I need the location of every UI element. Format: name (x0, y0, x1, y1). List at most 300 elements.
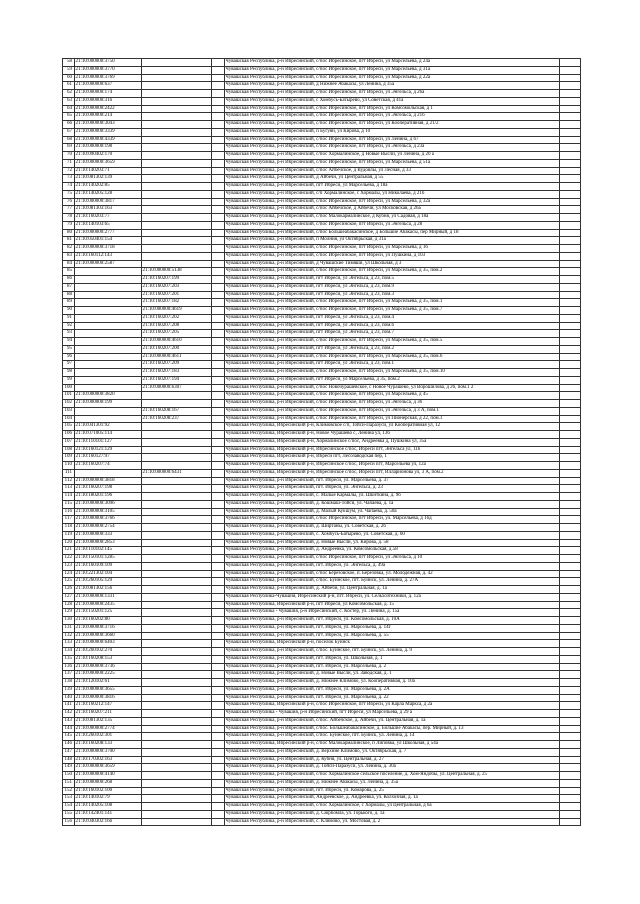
address: Чувашская Республика, р-н Ибресинский, с/пос Айбечское, д Айбечи, ул Московская, д 26а (224, 206, 560, 214)
blank-cell (560, 524, 581, 532)
address: Чувашская Республика, р-н Ибресинский, с. Климово, ул. Мостовая, д. 2 (224, 818, 560, 826)
blank-cell (560, 539, 581, 547)
table-row (63, 229, 581, 237)
blank-cell (211, 500, 224, 508)
table-row (63, 803, 581, 811)
cadastral-number-premises (141, 400, 211, 408)
blank-cell (560, 431, 581, 439)
row-number: 112 (63, 477, 75, 485)
row-number: 74 (63, 183, 75, 191)
blank-cell (560, 748, 581, 756)
cadastral-number-premises (141, 524, 211, 532)
cadastral-number-premises (141, 152, 211, 160)
cadastral-number-building: 21:10:160102:100 (74, 787, 141, 795)
cadastral-number-building: 21:10:000000:3770 (74, 66, 141, 74)
blank-cell (211, 353, 224, 361)
blank-cell (211, 159, 224, 167)
table-row (63, 617, 581, 625)
blank-cell (560, 392, 581, 400)
table-row (63, 128, 581, 136)
blank-cell (211, 601, 224, 609)
address: Чувашская Республика, р-н Ибресинский, с/пос Ибресинское, пгт Ибреси, ул Марсельева, д 35, пом.6 (224, 353, 560, 361)
blank-cell (211, 330, 224, 338)
address: Чувашская Республика, р-н Ибресинский, с/пос Ибресинское, пгт Ибреси, ул Пионерская, д 22, пом.1 (224, 415, 560, 423)
row-number: 124 (63, 570, 75, 578)
blank-cell (560, 609, 581, 617)
blank-cell (211, 748, 224, 756)
blank-cell (211, 493, 224, 501)
cadastral-number-building: 21:10:000000:3818 (74, 477, 141, 485)
row-number: 120 (63, 539, 75, 547)
blank-cell (211, 446, 224, 454)
blank-cell (211, 640, 224, 648)
blank-cell (560, 655, 581, 663)
row-number: 94 (63, 338, 75, 346)
blank-cell (211, 725, 224, 733)
row-number: 98 (63, 369, 75, 377)
cadastral-number-building: 21:10:081302:156 (74, 586, 141, 594)
blank-cell (211, 617, 224, 625)
address: Чувашская Республика, р-н Ибресинский, с/пос Ибресинское, пгт Ибреси, ул Марсельева, д 45 (224, 392, 560, 400)
cadastral-number-premises (141, 128, 211, 136)
blank-cell (560, 756, 581, 764)
cadastral-number-building (74, 268, 141, 276)
cadastral-number-building (74, 283, 141, 291)
address: Чувашская Республика, р-н Ибресинский, д. Айбечи, ул. Центральная, д. 1а (224, 586, 560, 594)
address: Чувашская Республика - Чувашия, р-н Ибресинский, с. Костер, ул. Ленина, д. 15а (224, 609, 560, 617)
blank-cell (211, 392, 224, 400)
cadastral-number-building (74, 276, 141, 284)
address: Чувашская Республика, р-н Ибресинский, с/пос Ибресинское, пгт Ибреси, ул Комсомольская, д 1 (224, 105, 560, 113)
cadastral-number-building: 21:10:140205:108 (74, 803, 141, 811)
blank-cell (560, 438, 581, 446)
cadastral-number-building: 21:10:000000:3043 (74, 121, 141, 129)
blank-cell (560, 679, 581, 687)
table-row (63, 485, 581, 493)
address: Чувашская Республика, р-н Ибресинский, пгт. Ибреси, ул. Энгельса, д. 49а (224, 562, 560, 570)
blank-cell (211, 562, 224, 570)
blank-cell (560, 307, 581, 315)
cadastral-number-premises: 21:10:000000:5138 (141, 268, 211, 276)
address: Чувашская Республика, р-н Ибресинский, пгт. Ибреси, ул. Марсельева, д. 37 (224, 477, 560, 485)
row-number: 135 (63, 655, 75, 663)
row-number: 84 (63, 260, 75, 268)
row-number: 104 (63, 415, 75, 423)
address: Чувашская Республика, р-н Ибресинский, Андреевское, д. Андреевка, ул. Колхозная, д. 1а (224, 795, 560, 803)
cadastral-number-premises (141, 59, 211, 67)
cadastral-number-building: 21:10:160208:153 (74, 655, 141, 663)
cadastral-number-premises (141, 617, 211, 625)
address: Чувашская Республика, р-н Ибресинский, с/пос Ибресинское, пгт Ибреси, ул Марсельева, д 35, пом.7 (224, 307, 560, 315)
cadastral-number-premises (141, 586, 211, 594)
blank-cell (211, 283, 224, 291)
blank-cell (211, 113, 224, 121)
address: Чувашская Республика, р-н Ибресинский, пгт. Ибреси, ул. Марсельева, д. 2А (224, 686, 560, 694)
row-number: 102 (63, 400, 75, 408)
cadastral-number-premises (141, 477, 211, 485)
row-number: 60 (63, 74, 75, 82)
table-row (63, 136, 581, 144)
blank-cell (560, 74, 581, 82)
cadastral-number-premises (141, 167, 211, 175)
cadastral-number-premises (141, 237, 211, 245)
cadastral-number-building: 21:10:000000:4339 (74, 136, 141, 144)
cadastral-number-building: 21:10:140205:128 (74, 190, 141, 198)
cadastral-number-premises (141, 74, 211, 82)
address: Чувашская Республика, р-н Ибресинский, с/пос. Айбечское, д. Айбечи, ул. Центральная, д. 1а (224, 717, 560, 725)
row-number: 68 (63, 136, 75, 144)
address: Чувашская Республика, р-н Ибресинский, д. Малый Кукшум, ул. Чапаева, д. 50а (224, 508, 560, 516)
blank-cell (560, 671, 581, 679)
address: Чувашская Республика, Ибресинский р-н, с/пос Ибресинское, пгт Ибреси, ул Карла Маркса, д 2а (224, 702, 560, 710)
row-number: 67 (63, 128, 75, 136)
blank-cell (211, 175, 224, 183)
blank-cell (560, 407, 581, 415)
cadastral-number-building: 21:10:170302:163 (74, 756, 141, 764)
cadastral-number-premises: 21:10:160207:208 (141, 322, 211, 330)
blank-cell (211, 384, 224, 392)
blank-cell (560, 764, 581, 772)
address: Чувашская Республика, Ибресинский р-н, Хормалинское с/пос, Андреевка д, Пушкина ул, 35а (224, 438, 560, 446)
table-row (63, 190, 581, 198)
blank-cell (560, 477, 581, 485)
address: Чувашская Республика, р-н Ибресинский, пгт. Ибреси, ул. Комарова, д. 25 (224, 787, 560, 795)
cadastral-number-premises (141, 686, 211, 694)
address: Чувашская Республика, р-н Ибресинский, пгт. Ибреси, ул. Марсельева, д. 55 (224, 632, 560, 640)
table-row (63, 648, 581, 656)
row-number: 130 (63, 617, 75, 625)
cadastral-number-building: 21:10:000000:214 (74, 113, 141, 121)
blank-cell (560, 268, 581, 276)
cadastral-number-building: 21:10:000000:3766 (74, 516, 141, 524)
cadastral-number-building: 21:10:000000:174 (74, 90, 141, 98)
blank-cell (211, 369, 224, 377)
cadastral-number-building (74, 291, 141, 299)
row-number: 90 (63, 307, 75, 315)
row-number: 76 (63, 198, 75, 206)
cadastral-number-premises (141, 593, 211, 601)
cadastral-number-premises: 21:10:000000:6307 (141, 384, 211, 392)
cadastral-number-building: 21:10:000000:3655 (74, 686, 141, 694)
table-row (63, 748, 581, 756)
blank-cell (211, 121, 224, 129)
blank-cell (211, 648, 224, 656)
cadastral-number-building: 21:10:000000:2777 (74, 229, 141, 237)
blank-cell (211, 252, 224, 260)
address: Чувашская Республика, р-н Ибресинский, с/пос Хормалинское, с Хормалы, ул Центральная, д 6а (224, 803, 560, 811)
row-number: 100 (63, 384, 75, 392)
row-number: 86 (63, 276, 75, 284)
cadastral-number-premises (141, 555, 211, 563)
blank-cell (560, 717, 581, 725)
row-number: 88 (63, 291, 75, 299)
cadastral-number-building: 21:10:000000:3718 (74, 245, 141, 253)
cadastral-number-premises (141, 97, 211, 105)
blank-cell (560, 198, 581, 206)
table-row (63, 97, 581, 105)
cadastral-number-building: 21:10:140202:85 (74, 183, 141, 191)
address: Чувашская Республика, р-н Ибресинский, п Молния, ул Октябрьская, д 31а (224, 237, 560, 245)
table-row (63, 376, 581, 384)
table-row (63, 167, 581, 175)
blank-cell (211, 593, 224, 601)
cadastral-number-premises (141, 601, 211, 609)
cadastral-number-premises (141, 787, 211, 795)
cadastral-number-premises (141, 772, 211, 780)
address: Чувашская Республика, р-н Ибресинский, с/пос Ибресинское, пгт Ибреси, ул Марсельева, д 35, пом.2 (224, 268, 560, 276)
address: Чувашская Республика, р-н Ибресинский, с/пос Ибресинское, пгт Ибреси, ул Энгельса, д 10 (224, 555, 560, 563)
row-number: 142 (63, 710, 75, 718)
address: Чувашская Республика, р-н Ибресинский, с/пос Новочурашевское, с Новое Чурашево, ул Ворошилова, д 26, пом.1 2 (224, 384, 560, 392)
cadastral-number-premises (141, 779, 211, 787)
table-row (63, 276, 581, 284)
address: Чувашская Республика, р-н Ибресинский, д Чувашские Тимяши, ул Школьная, д 3 (224, 260, 560, 268)
cadastral-number-building: 21:10:000000:3105 (74, 508, 141, 516)
blank-cell (211, 803, 224, 811)
address: Чувашская Республика, р-н Ибресинский, д Нижнее Абакасы, ул Ленина, д 35а (224, 82, 560, 90)
address: Чувашская Республика, р-н Ибресинский, с/пос Ибресинское, пгт Ибреси, ул. Марсельева, д 16д (224, 516, 560, 524)
table-row (63, 562, 581, 570)
address: Чувашская Республика, р-н Ибресинский, пгт Ибреси, ул Энгельса, д 23, пом.6 (224, 322, 560, 330)
address: Чувашская Республика, р-н Ибресинский, с. Малые Кармалы, ул. Шкиткина, д. 9б (224, 493, 560, 501)
table-row (63, 477, 581, 485)
blank-cell (211, 431, 224, 439)
address: Чувашская Республика, Ибресинский р-н, Ибресинское с/пос, Ибреси пгт, Илларионова ул, 3 А, пом.2 (224, 469, 560, 477)
blank-cell (560, 59, 581, 67)
blank-cell (560, 694, 581, 702)
cadastral-number-building: 21:10:040302:166 (74, 818, 141, 826)
cadastral-number-building: 21:10:000000:316 (74, 97, 141, 105)
address: Чувашская Республика, р-н Ибресинский, д. Нижнее Климово, ул. Кооперативная, д. 10а (224, 679, 560, 687)
address: Чувашская Республика, р-н Ибресинский, с/пос. Буинское, пгт. Буинск, ул. Ленина, д. 9 (224, 648, 560, 656)
address: Чувашская Республика-Чувашия, Ибресинский р-н, пгт. Ибреси, ул. Сельхозтехники, д. 12а (224, 593, 560, 601)
table-row (63, 710, 581, 718)
blank-cell (211, 299, 224, 307)
table-row (63, 547, 581, 555)
row-number: 66 (63, 121, 75, 129)
cadastral-number-building: 21:10:000000:3339 (74, 128, 141, 136)
cadastral-number-premises: 21:10:160208:237 (141, 415, 211, 423)
address: Чувашская Республика, р-н Ибресинский, пгт. Ибреси, ул. Школьная, д. 1 (224, 655, 560, 663)
row-number: 73 (63, 175, 75, 183)
cadastral-number-building: 21:10:000000:2587 (74, 260, 141, 268)
address: Чувашская Республика, р-н Ибресинский, с/пос Березовское, п. Березовка, ул. Молодежная, д. 42 (224, 570, 560, 578)
cadastral-number-building: 21:10:000000:3659 (74, 159, 141, 167)
blank-cell (560, 578, 581, 586)
cadastral-number-building: 21:10:180201:196 (74, 493, 141, 501)
cadastral-number-building (74, 330, 141, 338)
address: Чувашская Республика, Ибресинский р-н, Климовское с/п, Тойси-Паразуси, ул Кооперативная ул, 12 (224, 423, 560, 431)
blank-cell (560, 190, 581, 198)
row-number: 144 (63, 725, 75, 733)
cadastral-number-premises (141, 671, 211, 679)
address: Чувашская Республика, р-н Ибресинский, с/пос Ибресинское, пгт Ибреси, ул Энгельса, д 23а (224, 144, 560, 152)
row-number: 95 (63, 345, 75, 353)
cadastral-number-premises: 21:10:160207:200 (141, 345, 211, 353)
blank-cell (211, 818, 224, 826)
row-number: 122 (63, 555, 75, 563)
address: Чувашская Республика, Ибресинский р-н, Ибресинское с/пос, Ибреси пгт, Энгельса ул, 11б (224, 446, 560, 454)
cadastral-number-premises (141, 756, 211, 764)
blank-cell (560, 795, 581, 803)
blank-cell (211, 214, 224, 222)
cadastral-number-building: 21:10:160109:109 (74, 562, 141, 570)
cadastral-number-building (74, 415, 141, 423)
row-number: 156 (63, 818, 75, 826)
address: Чувашская Республика, р-н Ибресинский, пгт Ибреси, ул Энгельса, д 23, пом.4 (224, 314, 560, 322)
blank-cell (560, 555, 581, 563)
cadastral-number-premises: 21:10:160208:167 (141, 407, 211, 415)
table-row (63, 733, 581, 741)
blank-cell (211, 307, 224, 315)
address: Чувашская Республика, р-н Ибресинский, с/пос Хормалинское сельское поселение, д. Хом-Яндобы, ул. Центральная, д. 25 (224, 772, 560, 780)
table-row (63, 59, 581, 67)
cadastral-number-premises (141, 539, 211, 547)
cadastral-number-premises (141, 679, 211, 687)
cadastral-number-premises (141, 462, 211, 470)
blank-cell (560, 330, 581, 338)
row-number: 128 (63, 601, 75, 609)
row-number: 111 (63, 469, 75, 477)
cadastral-number-building: 21:10:071005:114 (74, 431, 141, 439)
cadastral-number-building (74, 338, 141, 346)
blank-cell (211, 190, 224, 198)
blank-cell (211, 415, 224, 423)
cadastral-number-premises (141, 90, 211, 98)
table-row (63, 446, 581, 454)
cadastral-number-building: 21:10:081302:135 (74, 717, 141, 725)
blank-cell (560, 276, 581, 284)
table-row (63, 624, 581, 632)
cadastral-number-premises (141, 485, 211, 493)
cadastral-number-premises (141, 454, 211, 462)
table-row (63, 555, 581, 563)
blank-cell (560, 90, 581, 98)
blank-cell (211, 291, 224, 299)
cadastral-number-premises: 21:10:000000:6431 (141, 469, 211, 477)
cadastral-number-premises (141, 531, 211, 539)
cadastral-number-premises (141, 632, 211, 640)
cadastral-number-building: 21:10:000000:3817 (74, 198, 141, 206)
blank-cell (560, 144, 581, 152)
cadastral-number-building: 21:10:160121:129 (74, 446, 141, 454)
table-row (63, 121, 581, 129)
table-row (63, 578, 581, 586)
cadastral-number-building: 21:10:000000:2853 (74, 539, 141, 547)
cadastral-number-premises (141, 183, 211, 191)
row-number: 150 (63, 772, 75, 780)
table-row (63, 632, 581, 640)
blank-cell (560, 733, 581, 741)
table-row (63, 539, 581, 547)
cadastral-number-building: 21:10:142401:141 (74, 810, 141, 818)
table-row (63, 214, 581, 222)
address: Чувашская Республика, р-н Ибресинский, д. Тойси-Паразуси, ул. Ленина, д. 30а (224, 764, 560, 772)
address: Чувашская Республика, р-н Ибресинский, пгт Ибреси, ул Энгельса, д 23, пом.9 (224, 283, 560, 291)
blank-cell (560, 252, 581, 260)
cadastral-number-premises: 21:10:160207:209 (141, 361, 211, 369)
cadastral-number-building (74, 369, 141, 377)
row-number: 59 (63, 66, 75, 74)
row-number: 87 (63, 283, 75, 291)
cadastral-number-building: 21:10:160207:74 (74, 462, 141, 470)
blank-cell (211, 663, 224, 671)
blank-cell (560, 423, 581, 431)
cadastral-number-premises (141, 764, 211, 772)
registry-table-body (63, 59, 581, 826)
row-number: 61 (63, 82, 75, 90)
table-row (63, 818, 581, 826)
cadastral-number-premises: 21:10:160207:202 (141, 314, 211, 322)
address: Чувашская Республика, р-н Ибресинский, с/пос Ибресинское, пгт Ибреси, ул Марсельева, д 51а (224, 159, 560, 167)
address: Чувашская Республика, р-н Ибресинский, пгт. Ибреси, ул. Марсельева, д. 2 (224, 663, 560, 671)
blank-cell (211, 609, 224, 617)
blank-cell (211, 407, 224, 415)
cadastral-number-building: 21:10:160112:143 (74, 252, 141, 260)
table-row (63, 671, 581, 679)
cadastral-number-premises: 21:10:160207:203 (141, 283, 211, 291)
blank-cell (211, 508, 224, 516)
row-number: 131 (63, 624, 75, 632)
cadastral-number-building (74, 384, 141, 392)
address: Чувашская Республика, р-н Ибресинский, с/пос Ибресинское, пгт Ибреси, ул Марсельева, д 35, пом.10 (224, 369, 560, 377)
row-number: 108 (63, 446, 75, 454)
cadastral-number-building: 21:10:081303:163 (74, 206, 141, 214)
table-row (63, 144, 581, 152)
address: Чувашская Республика, р-н Ибресинский, пгт Ибреси, ул Энгельса, д 23, пом.7 (224, 330, 560, 338)
row-number: 140 (63, 694, 75, 702)
row-number: 146 (63, 741, 75, 749)
cadastral-number-building: 21:10:110101:127 (74, 438, 141, 446)
table-row (63, 392, 581, 400)
cadastral-number-premises (141, 229, 211, 237)
blank-cell (560, 810, 581, 818)
row-number: 136 (63, 663, 75, 671)
cadastral-number-premises (141, 748, 211, 756)
cadastral-number-building: 21:10:260102:270 (74, 648, 141, 656)
row-number: 113 (63, 485, 75, 493)
cadastral-number-building: 21:10:000000:3700 (74, 748, 141, 756)
row-number: 62 (63, 90, 75, 98)
address: Чувашская Республика, р-н Ибресинский, д. Ширтаны, ул. Советская, д. 2б (224, 524, 560, 532)
cadastral-number-premises (141, 136, 211, 144)
cadastral-number-premises (141, 252, 211, 260)
cadastral-number-building: 21:10:160208:133 (74, 741, 141, 749)
blank-cell (211, 136, 224, 144)
row-number: 138 (63, 679, 75, 687)
address: Чувашская Республика, р-н Ибресинский, с/пос Ибресинское, пгт Ибреси, ул Энгельса, д 26а (224, 90, 560, 98)
row-number: 147 (63, 748, 75, 756)
blank-cell (211, 97, 224, 105)
cadastral-number-premises (141, 198, 211, 206)
address: Чувашская Республика, р-н Ибресинский, д. Кубня, ул. Центральная, д. 27 (224, 756, 560, 764)
blank-cell (560, 314, 581, 322)
address: Чувашская Республика, р-н Ибресинский, с. Хомбусь-Батырево, ул. Советская, д. 60 (224, 531, 560, 539)
table-row (63, 570, 581, 578)
cadastral-number-premises: 21:10:160207:205 (141, 330, 211, 338)
cadastral-number-building (74, 307, 141, 315)
cadastral-number-premises (141, 795, 211, 803)
address: Чувашская Республика, р-н Ибресинский, с/пос Айбечское, д Вудоялы, ул Лесная, д 33 (224, 167, 560, 175)
blank-cell (560, 779, 581, 787)
table-row (63, 245, 581, 253)
cadastral-number-premises (141, 260, 211, 268)
cadastral-number-premises (141, 221, 211, 229)
address: Чувашская Республика, Ибресинский р-н, Новое Чурашево с, Ленина ул, 136 (224, 431, 560, 439)
address: Чувашская Республика, Ибресинский р-н, Ибресинское с/пос, Ибреси пгт, Марсельева ул, 12а (224, 462, 560, 470)
blank-cell (211, 167, 224, 175)
address: Чувашская Республика, р-н Ибресинский, с/пос Ибресинское, пгт Ибреси, ул Марсельева, д 24а (224, 59, 560, 67)
